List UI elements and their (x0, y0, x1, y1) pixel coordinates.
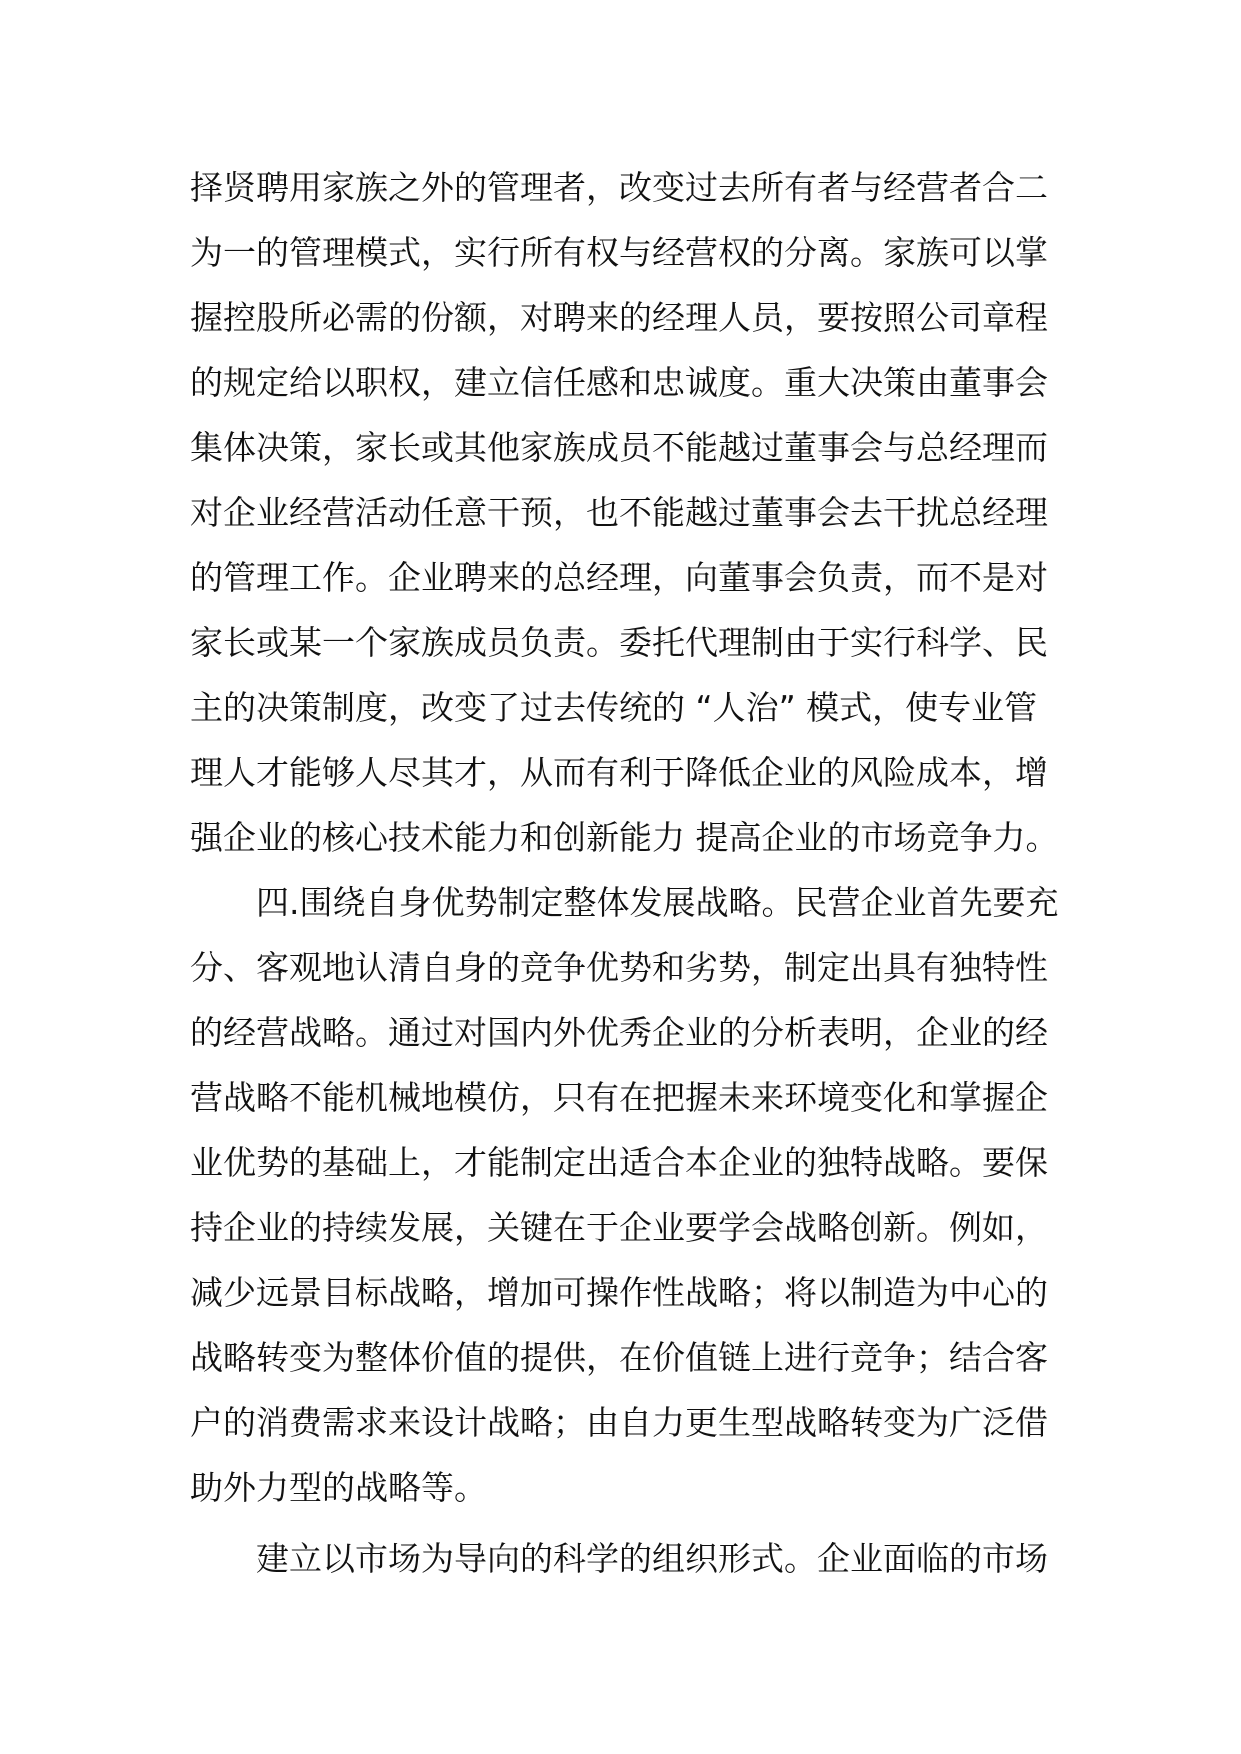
text-line: 的经营战略。通过对国内外优秀企业的分析表明，企业的经 (190, 1013, 1048, 1052)
text-line: 的规定给以职权，建立信任感和忠诚度。重大决策由董事会 (190, 363, 1048, 402)
text-line: 助外力型的战略等。 (190, 1468, 487, 1507)
text-line: 减少远景目标战略，增加可操作性战略；将以制造为中心的 (190, 1273, 1048, 1312)
text-line: 强企业的核心技术能力和创新能力 提高企业的市场竞争力。 (190, 818, 1059, 857)
text-line: 家长或某一个家族成员负责。委托代理制由于实行科学、民 (190, 623, 1048, 662)
text-line: 对企业经营活动任意干预，也不能越过董事会去干扰总经理 (190, 493, 1048, 532)
text-line: 集体决策，家长或其他家族成员不能越过董事会与总经理而 (190, 428, 1048, 467)
text-line: 户的消费需求来设计战略；由自力更生型战略转变为广泛借 (190, 1403, 1048, 1442)
section-heading-line: 四.围绕自身优势制定整体发展战略。民营企业首先要充 (256, 883, 1059, 922)
text-line: 营战略不能机械地模仿，只有在把握未来环境变化和掌握企 (190, 1078, 1048, 1117)
text-line: 的管理工作。企业聘来的总经理，向董事会负责，而不是对 (190, 558, 1048, 597)
text-line: 为一的管理模式，实行所有权与经营权的分离。家族可以掌 (190, 233, 1048, 272)
text-line: 分、客观地认清自身的竞争优势和劣势，制定出具有独特性 (190, 948, 1048, 987)
text-line: 理人才能够人尽其才，从而有利于降低企业的风险成本，增 (190, 753, 1048, 792)
text-line: 持企业的持续发展，关键在于企业要学会战略创新。例如， (190, 1208, 1048, 1247)
text-line: 择贤聘用家族之外的管理者，改变过去所有者与经营者合二 (190, 168, 1048, 207)
text-line: 握控股所必需的份额，对聘来的经理人员，要按照公司章程 (190, 298, 1048, 337)
text-line: 战略转变为整体价值的提供，在价值链上进行竞争；结合客 (190, 1338, 1048, 1377)
text-line: 主的决策制度，改变了过去传统的 “人治” 模式，使专业管 (190, 688, 1038, 727)
document-body (190, 155, 1060, 1591)
text-line: 业优势的基础上，才能制定出适合本企业的独特战略。要保 (190, 1143, 1048, 1182)
paragraph-start-line: 建立以市场为导向的科学的组织形式。企业面临的市场 (256, 1539, 1048, 1578)
